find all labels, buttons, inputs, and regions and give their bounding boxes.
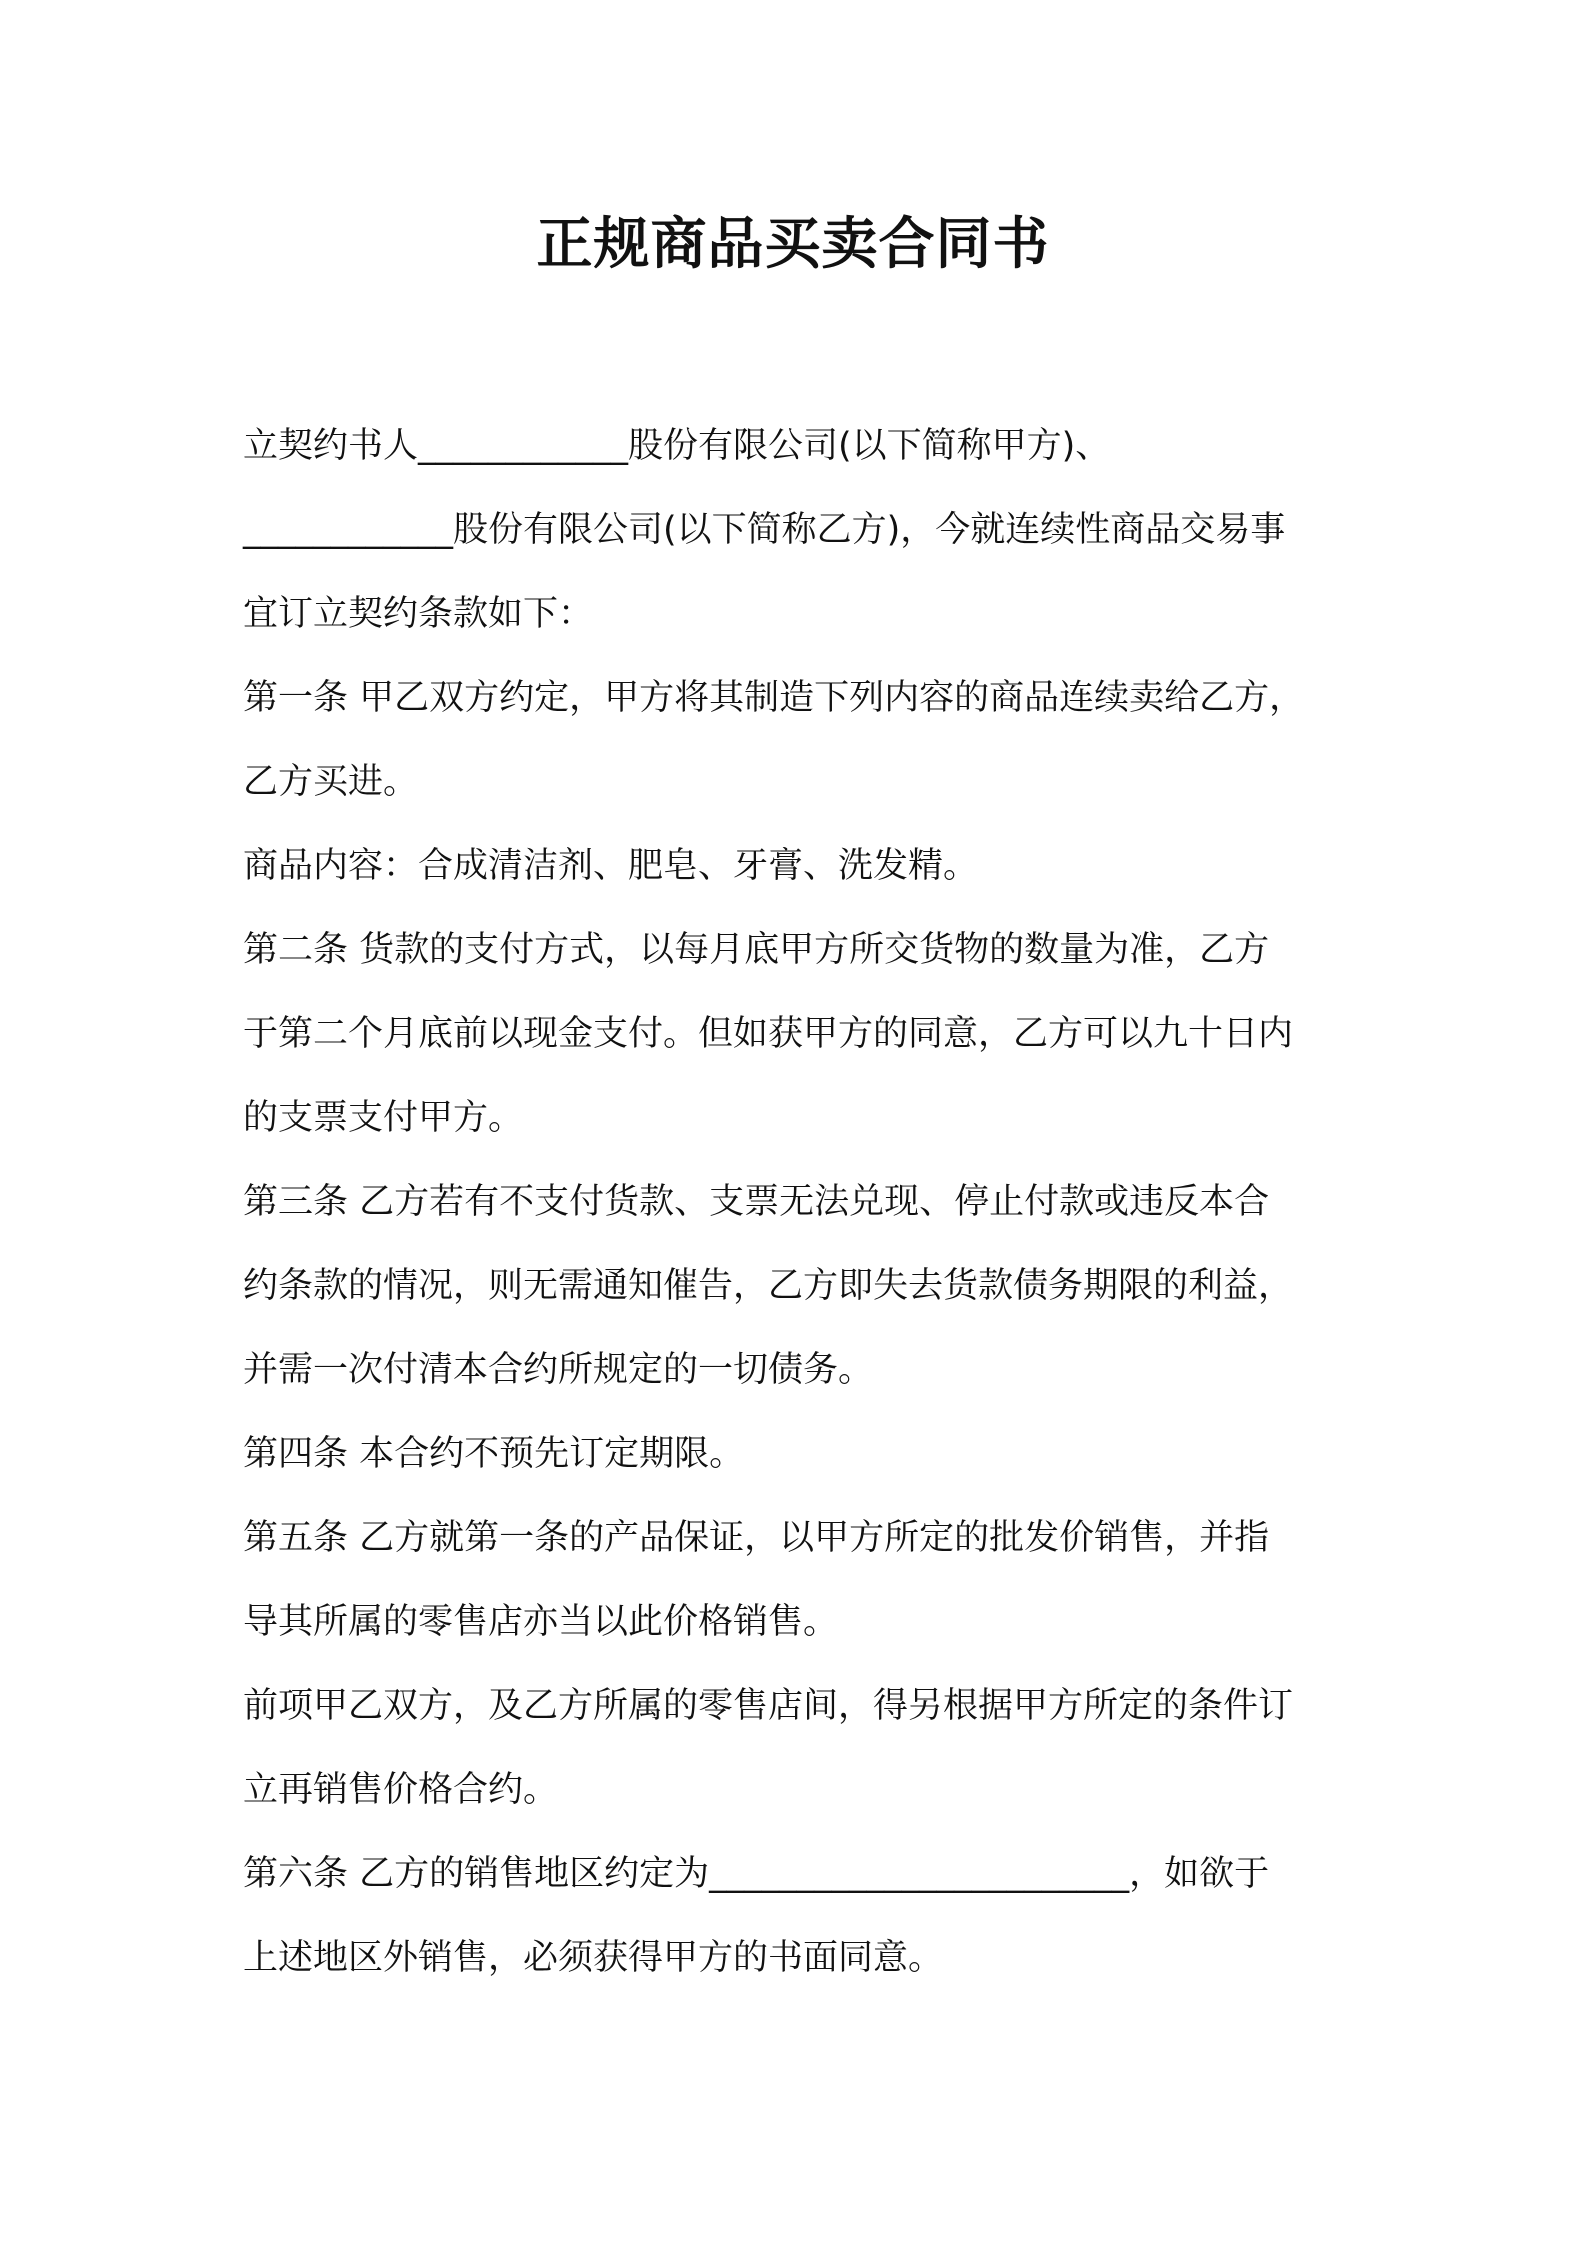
text-line: 第三条 乙方若有不支付货款、支票无法兑现、停止付款或违反本合 — [243, 1182, 1270, 1222]
text-line: 第六条 乙方的销售地区约定为________________________，如欲于 — [243, 1854, 1270, 1894]
text-line: 立再销售价格合约。 — [243, 1770, 559, 1810]
document-title: 正规商品买卖合同书 — [536, 212, 1050, 277]
text-line: 宜订立契约条款如下： — [243, 594, 594, 634]
text-line: 前项甲乙双方，及乙方所属的零售店间，得另根据甲方所定的条件订 — [243, 1686, 1294, 1726]
text-line: 商品内容：合成清洁剂、肥皂、牙膏、洗发精。 — [243, 846, 979, 886]
text-line: 的支票支付甲方。 — [243, 1098, 524, 1138]
text-line: 第二条 货款的支付方式，以每月底甲方所交货物的数量为准，乙方 — [243, 930, 1270, 970]
text-line: 导其所属的零售店亦当以此价格销售。 — [243, 1602, 839, 1642]
text-line: 第五条 乙方就第一条的产品保证，以甲方所定的批发价销售，并指 — [243, 1518, 1270, 1558]
text-line: 约条款的情况，则无需通知催告，乙方即失去货款债务期限的利益， — [243, 1266, 1294, 1306]
text-line: 并需一次付清本合约所规定的一切债务。 — [243, 1350, 874, 1390]
text-line: 立契约书人____________股份有限公司(以下简称甲方)、 — [243, 426, 1111, 466]
text-line: 于第二个月底前以现金支付。但如获甲方的同意，乙方可以九十日内 — [243, 1014, 1294, 1054]
text-line: 第一条 甲乙双方约定，甲方将其制造下列内容的商品连续卖给乙方， — [243, 678, 1305, 718]
document-body — [243, 404, 1363, 2000]
text-line: ____________股份有限公司(以下简称乙方)，今就连续性商品交易事 — [243, 510, 1286, 550]
text-line: 第四条 本合约不预先订定期限。 — [243, 1434, 745, 1474]
text-line: 乙方买进。 — [243, 762, 419, 802]
text-line: 上述地区外销售，必须获得甲方的书面同意。 — [243, 1938, 944, 1978]
